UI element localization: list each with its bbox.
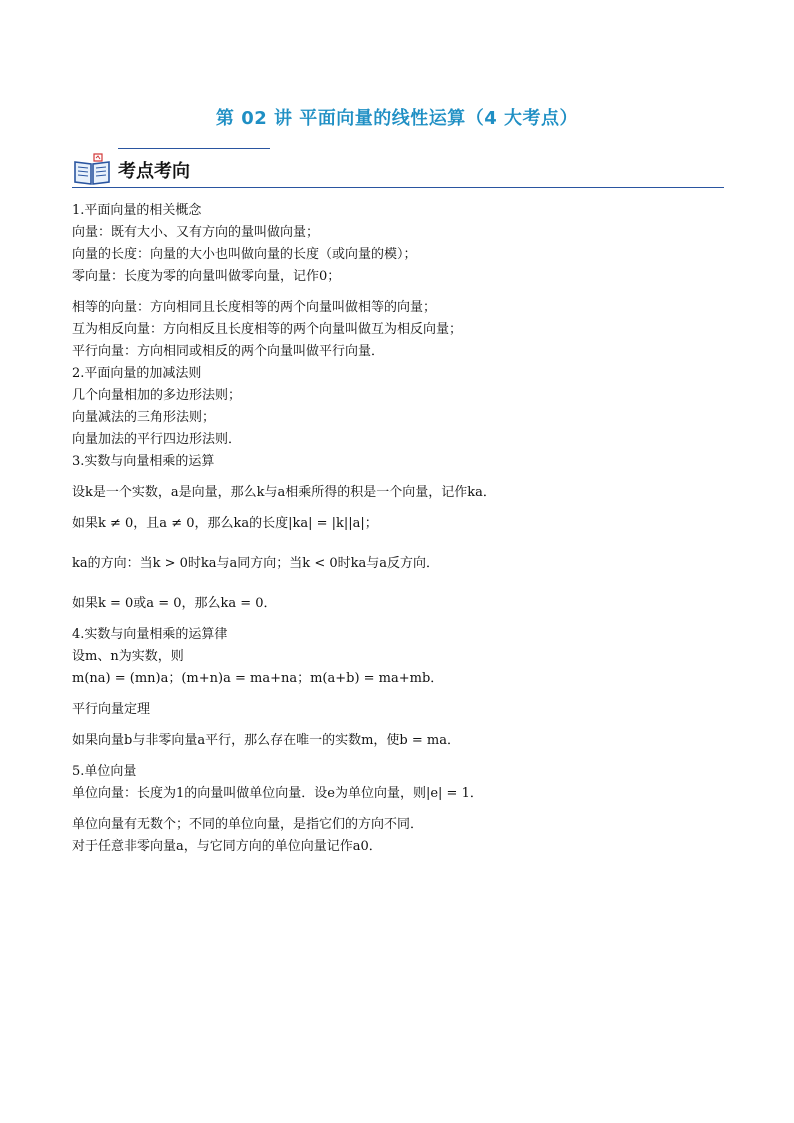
paragraph-line: 向量减法的三角形法则； (72, 410, 216, 425)
section-header: 考点考向 (118, 161, 190, 182)
paragraph-line: 单位向量有无数个；不同的单位向量，是指它们的方向不同． (72, 817, 424, 832)
subheading: 平行向量定理 (72, 702, 151, 717)
heading-3: 3.实数与向量相乘的运算 (72, 454, 215, 469)
paragraph-line: 向量加法的平行四边形法则． (72, 432, 242, 447)
paragraph-line: 设m、n为实数，则 (72, 649, 184, 664)
formula-line: 如果向量b与非零向量a平行，那么存在唯一的实数m，使b = ma． (72, 733, 460, 748)
section-banner (72, 148, 724, 188)
heading-5: 5.单位向量 (72, 764, 137, 779)
formula-line: m(na) = (mn)a；(m+n)a = ma+na；m(a+b) = ma+mb． (72, 671, 444, 686)
formula-line: ka的方向：当k > 0时ka与a同方向；当k < 0时ka与a反方向． (72, 556, 439, 571)
heading-4: 4.实数与向量相乘的运算律 (72, 627, 228, 642)
paragraph-line: 向量：既有大小、又有方向的量叫做向量； (72, 225, 320, 240)
formula-line: 单位向量：长度为1的向量叫做单位向量．设e为单位向量，则|e| = 1． (72, 786, 483, 801)
page-title: 第 02 讲 平面向量的线性运算（4 大考点） (215, 108, 579, 129)
formula-line: 设k是一个实数，a是向量，那么k与a相乘所得的积是一个向量，记作ka． (72, 485, 496, 500)
paragraph-line: 几个向量相加的多边形法则； (72, 388, 242, 403)
content-body (72, 200, 722, 858)
banner-top-rule (118, 148, 270, 149)
book-icon (72, 152, 112, 186)
formula-line: 对于任意非零向量a，与它同方向的单位向量记作a0． (72, 839, 382, 854)
paragraph-line: 互为相反向量：方向相反且长度相等的两个向量叫做互为相反向量； (72, 322, 463, 337)
formula-line: 如果k = 0或a = 0，那么ka = 0． (72, 596, 277, 611)
heading-1: 1.平面向量的相关概念 (72, 203, 202, 218)
banner-bottom-rule (72, 187, 724, 189)
paragraph-line: 向量的长度：向量的大小也叫做向量的长度（或向量的模）； (72, 247, 417, 262)
formula-line: 如果k ≠ 0，且a ≠ 0，那么ka的长度|ka| = |k||a|； (72, 516, 378, 531)
heading-2: 2.平面向量的加减法则 (72, 366, 202, 381)
paragraph-line: 平行向量：方向相同或相反的两个向量叫做平行向量． (72, 344, 385, 359)
paragraph-line: 相等的向量：方向相同且长度相等的两个向量叫做相等的向量； (72, 300, 437, 315)
paragraph-line: 零向量：长度为零的向量叫做零向量，记作0； (72, 269, 341, 284)
